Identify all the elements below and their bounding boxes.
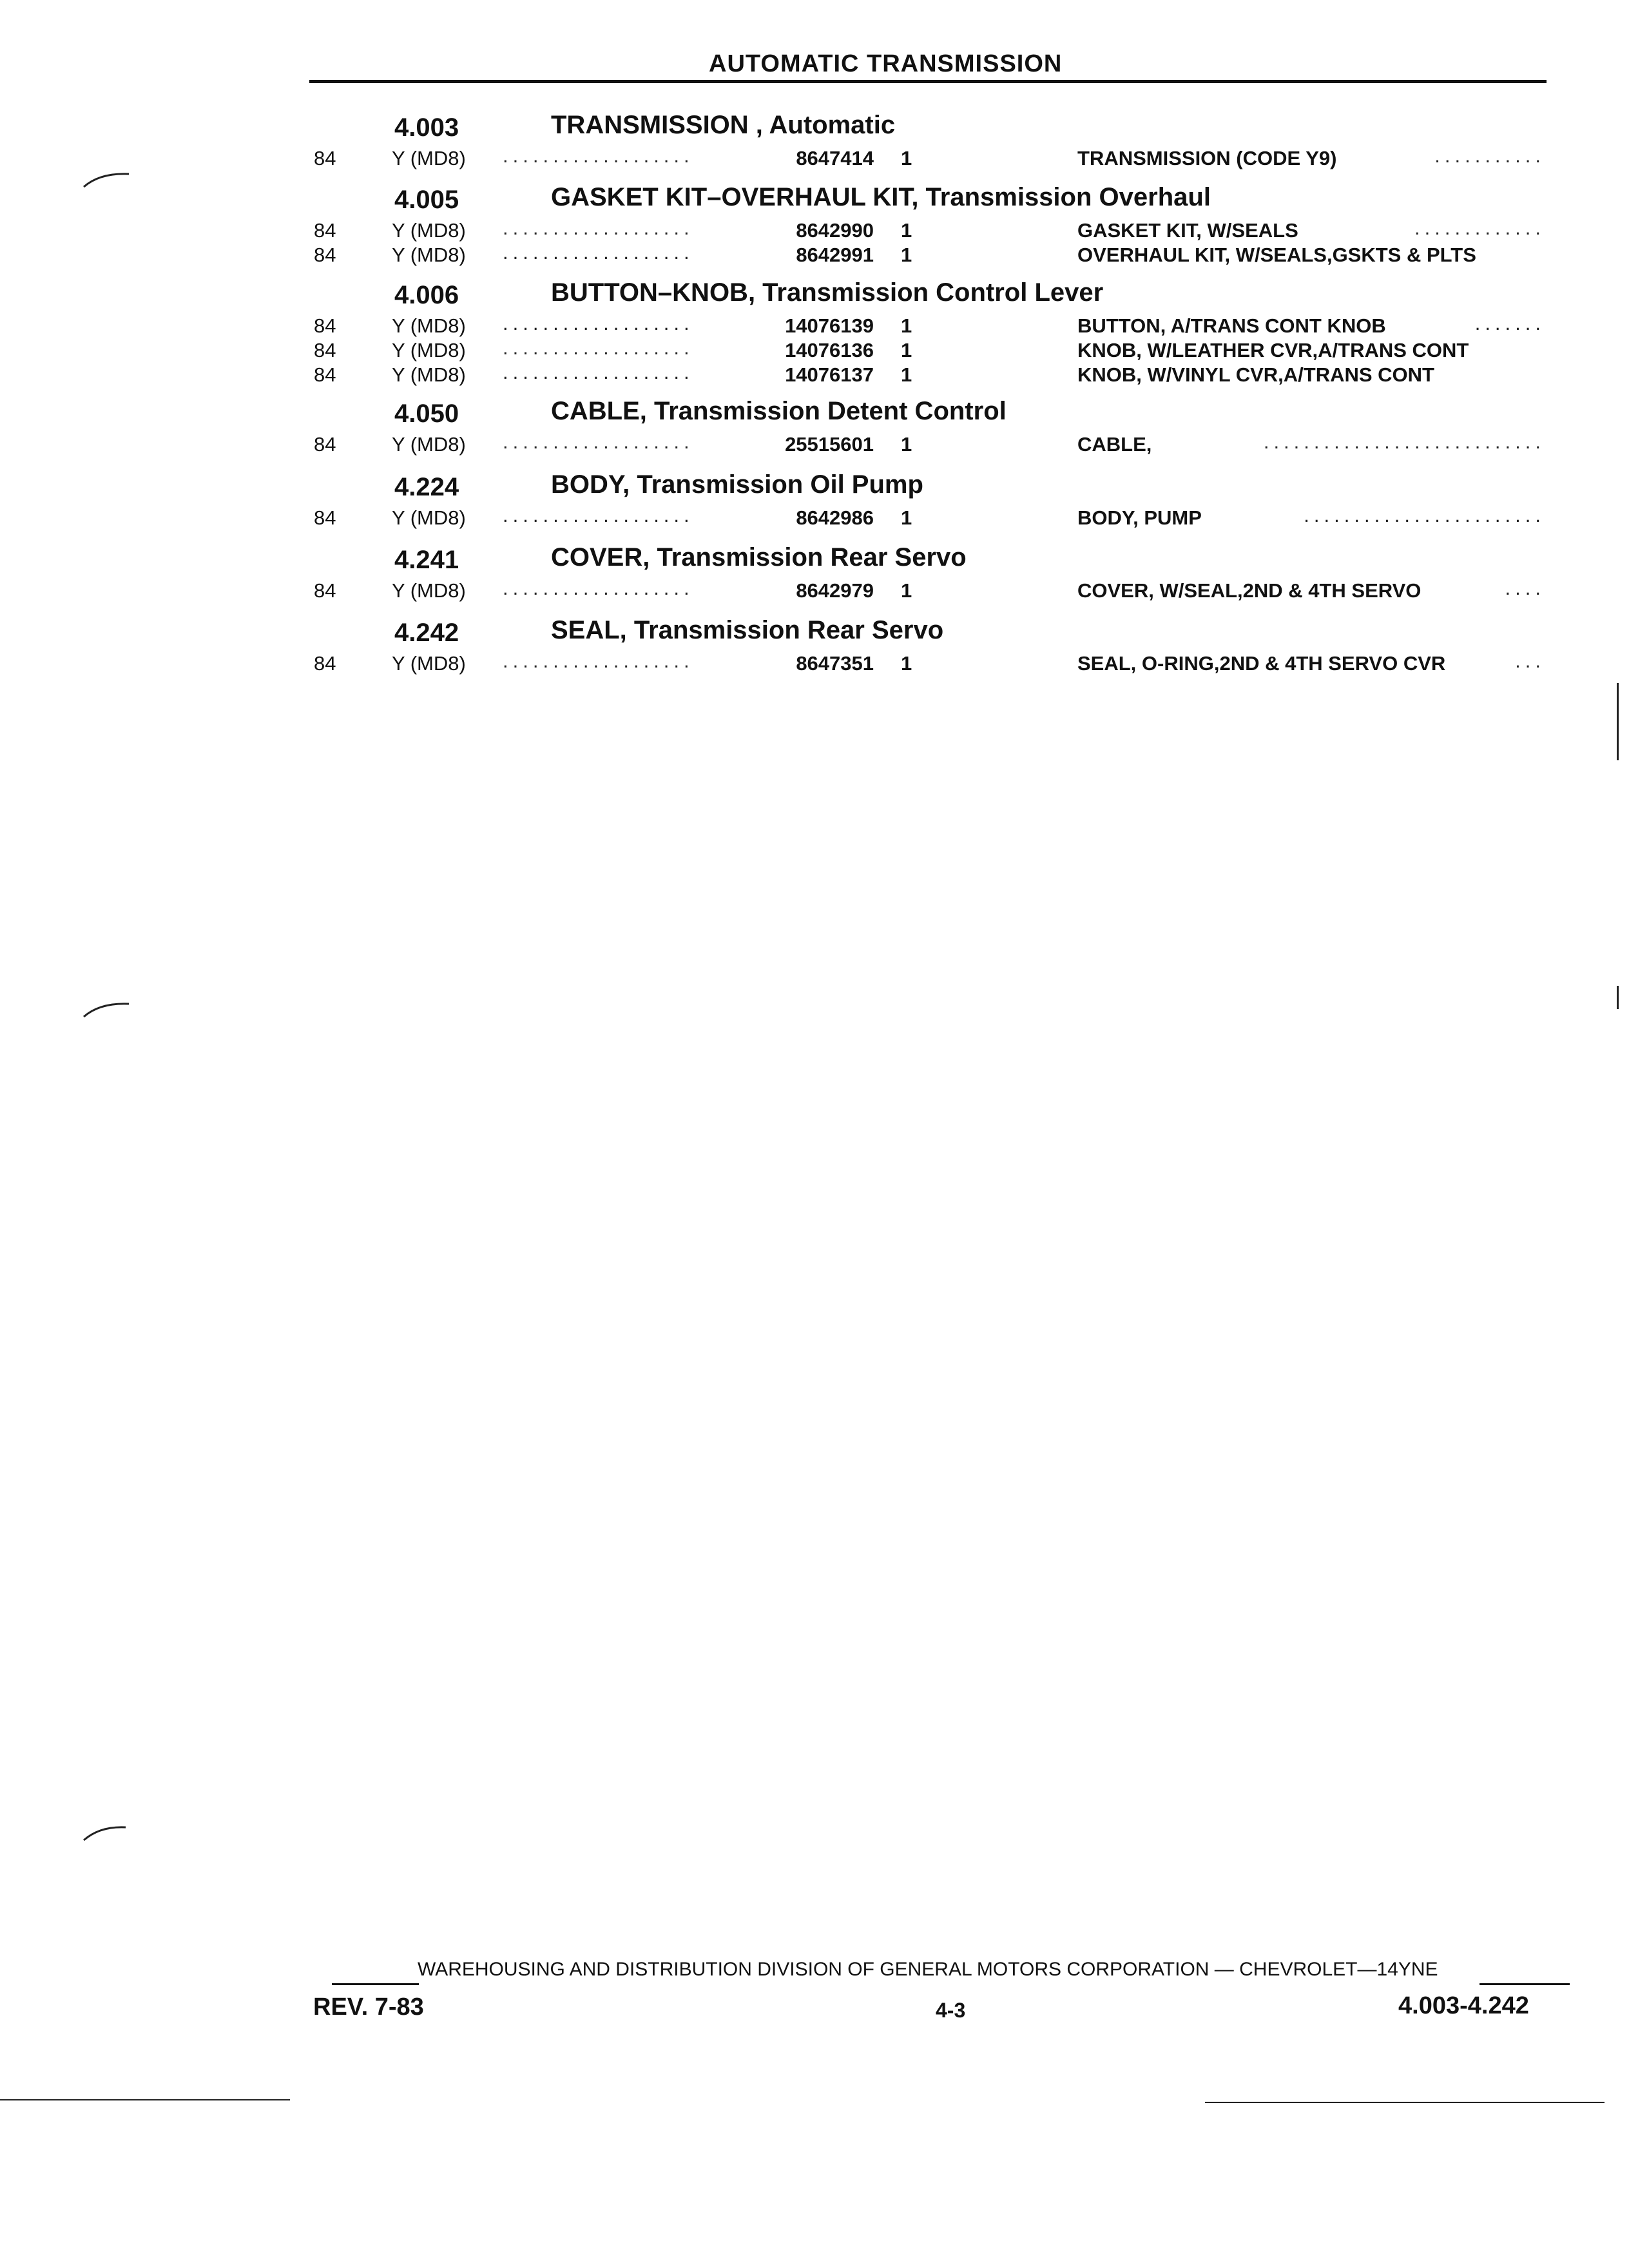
- option-code: Y (MD8): [392, 433, 466, 456]
- model-year: 84: [314, 339, 336, 361]
- model-year: 84: [314, 433, 336, 456]
- model-year: 84: [314, 219, 336, 242]
- part-number: 14076136: [785, 339, 874, 361]
- trailing-leader-dots: ...: [1515, 649, 1545, 672]
- trailing-leader-dots: ............................: [1263, 430, 1545, 453]
- model-year: 84: [314, 506, 336, 529]
- leader-dots: ...................: [503, 144, 694, 167]
- part-number: 8647351: [796, 652, 874, 675]
- scan-edge-mark: [1617, 986, 1619, 1009]
- option-code: Y (MD8): [392, 579, 466, 602]
- leader-dots: ...................: [503, 430, 694, 453]
- quantity: 1: [901, 147, 912, 169]
- scan-edge-line-left: [0, 2099, 290, 2100]
- quantity: 1: [901, 244, 912, 266]
- trailing-leader-dots: ....: [1505, 577, 1545, 599]
- section-number: 4.242: [394, 619, 459, 647]
- section-title: BODY, Transmission Oil Pump: [551, 470, 923, 499]
- leader-dots: ...................: [503, 312, 694, 334]
- option-code: Y (MD8): [392, 506, 466, 529]
- part-number: 8647414: [796, 147, 874, 169]
- leader-dots: ...................: [503, 241, 694, 264]
- option-code: Y (MD8): [392, 244, 466, 266]
- option-code: Y (MD8): [392, 314, 466, 337]
- part-description: SEAL, O-RING,2ND & 4TH SERVO CVR: [1077, 652, 1446, 675]
- section-number: 4.050: [394, 399, 459, 428]
- part-description: KNOB, W/LEATHER CVR,A/TRANS CONT: [1077, 339, 1469, 361]
- leader-dots: ...................: [503, 336, 694, 359]
- footer-section-range: 4.003-4.242: [1398, 1992, 1529, 2019]
- part-description: BODY, PUMP: [1077, 506, 1202, 529]
- punch-hole-mark-bottom: [81, 1821, 139, 1847]
- option-code: Y (MD8): [392, 652, 466, 675]
- model-year: 84: [314, 314, 336, 337]
- footer-rule-right: [1480, 1983, 1570, 1985]
- model-year: 84: [314, 244, 336, 266]
- part-number: 8642990: [796, 219, 874, 242]
- quantity: 1: [901, 433, 912, 456]
- section-number: 4.006: [394, 281, 459, 309]
- scan-edge-mark: [1617, 683, 1619, 760]
- part-description: GASKET KIT, W/SEALS: [1077, 219, 1298, 242]
- section-number: 4.003: [394, 113, 459, 142]
- leader-dots: ...................: [503, 216, 694, 239]
- trailing-leader-dots: ........................: [1304, 504, 1545, 526]
- quantity: 1: [901, 506, 912, 529]
- part-description: COVER, W/SEAL,2ND & 4TH SERVO: [1077, 579, 1422, 602]
- trailing-leader-dots: .............: [1414, 216, 1545, 239]
- model-year: 84: [314, 652, 336, 675]
- section-title: BUTTON–KNOB, Transmission Control Lever: [551, 278, 1104, 307]
- trailing-leader-dots: .......: [1474, 312, 1545, 334]
- option-code: Y (MD8): [392, 339, 466, 361]
- punch-hole-mark-top: [81, 168, 139, 193]
- part-number: 25515601: [785, 433, 874, 456]
- section-number: 4.224: [394, 473, 459, 501]
- section-number: 4.241: [394, 546, 459, 574]
- quantity: 1: [901, 314, 912, 337]
- part-number: 8642979: [796, 579, 874, 602]
- trailing-leader-dots: ...........: [1434, 144, 1545, 167]
- part-description: CABLE,: [1077, 433, 1152, 456]
- part-description: TRANSMISSION (CODE Y9): [1077, 147, 1337, 169]
- part-number: 8642991: [796, 244, 874, 266]
- quantity: 1: [901, 579, 912, 602]
- quantity: 1: [901, 219, 912, 242]
- leader-dots: ...................: [503, 504, 694, 526]
- section-title: COVER, Transmission Rear Servo: [551, 543, 967, 572]
- footer-page-number: 4-3: [936, 1999, 966, 2022]
- option-code: Y (MD8): [392, 147, 466, 169]
- footer-division: WAREHOUSING AND DISTRIBUTION DIVISION OF GENERAL MOTORS CORPORATION — CHEVROLET—14YNE: [418, 1959, 1438, 1980]
- section-title: SEAL, Transmission Rear Servo: [551, 616, 944, 644]
- leader-dots: ...................: [503, 649, 694, 672]
- model-year: 84: [314, 147, 336, 169]
- part-description: KNOB, W/VINYL CVR,A/TRANS CONT: [1077, 363, 1434, 386]
- part-number: 14076137: [785, 363, 874, 386]
- footer-revision: REV. 7-83: [313, 1994, 424, 2021]
- quantity: 1: [901, 652, 912, 675]
- section-title: GASKET KIT–OVERHAUL KIT, Transmission Overhaul: [551, 183, 1211, 211]
- part-number: 8642986: [796, 506, 874, 529]
- leader-dots: ...................: [503, 361, 694, 383]
- punch-hole-mark-middle: [81, 997, 139, 1023]
- quantity: 1: [901, 339, 912, 361]
- model-year: 84: [314, 579, 336, 602]
- part-number: 14076139: [785, 314, 874, 337]
- option-code: Y (MD8): [392, 363, 466, 386]
- leader-dots: ...................: [503, 577, 694, 599]
- header-rule: [309, 80, 1547, 83]
- scan-edge-line-right: [1205, 2102, 1605, 2103]
- section-title: TRANSMISSION , Automatic: [551, 111, 896, 139]
- model-year: 84: [314, 363, 336, 386]
- part-description: OVERHAUL KIT, W/SEALS,GSKTS & PLTS: [1077, 244, 1476, 266]
- page-title: AUTOMATIC TRANSMISSION: [709, 50, 1063, 77]
- option-code: Y (MD8): [392, 219, 466, 242]
- quantity: 1: [901, 363, 912, 386]
- section-number: 4.005: [394, 186, 459, 214]
- section-title: CABLE, Transmission Detent Control: [551, 397, 1007, 425]
- part-description: BUTTON, A/TRANS CONT KNOB: [1077, 314, 1386, 337]
- footer-rule-left: [332, 1983, 419, 1985]
